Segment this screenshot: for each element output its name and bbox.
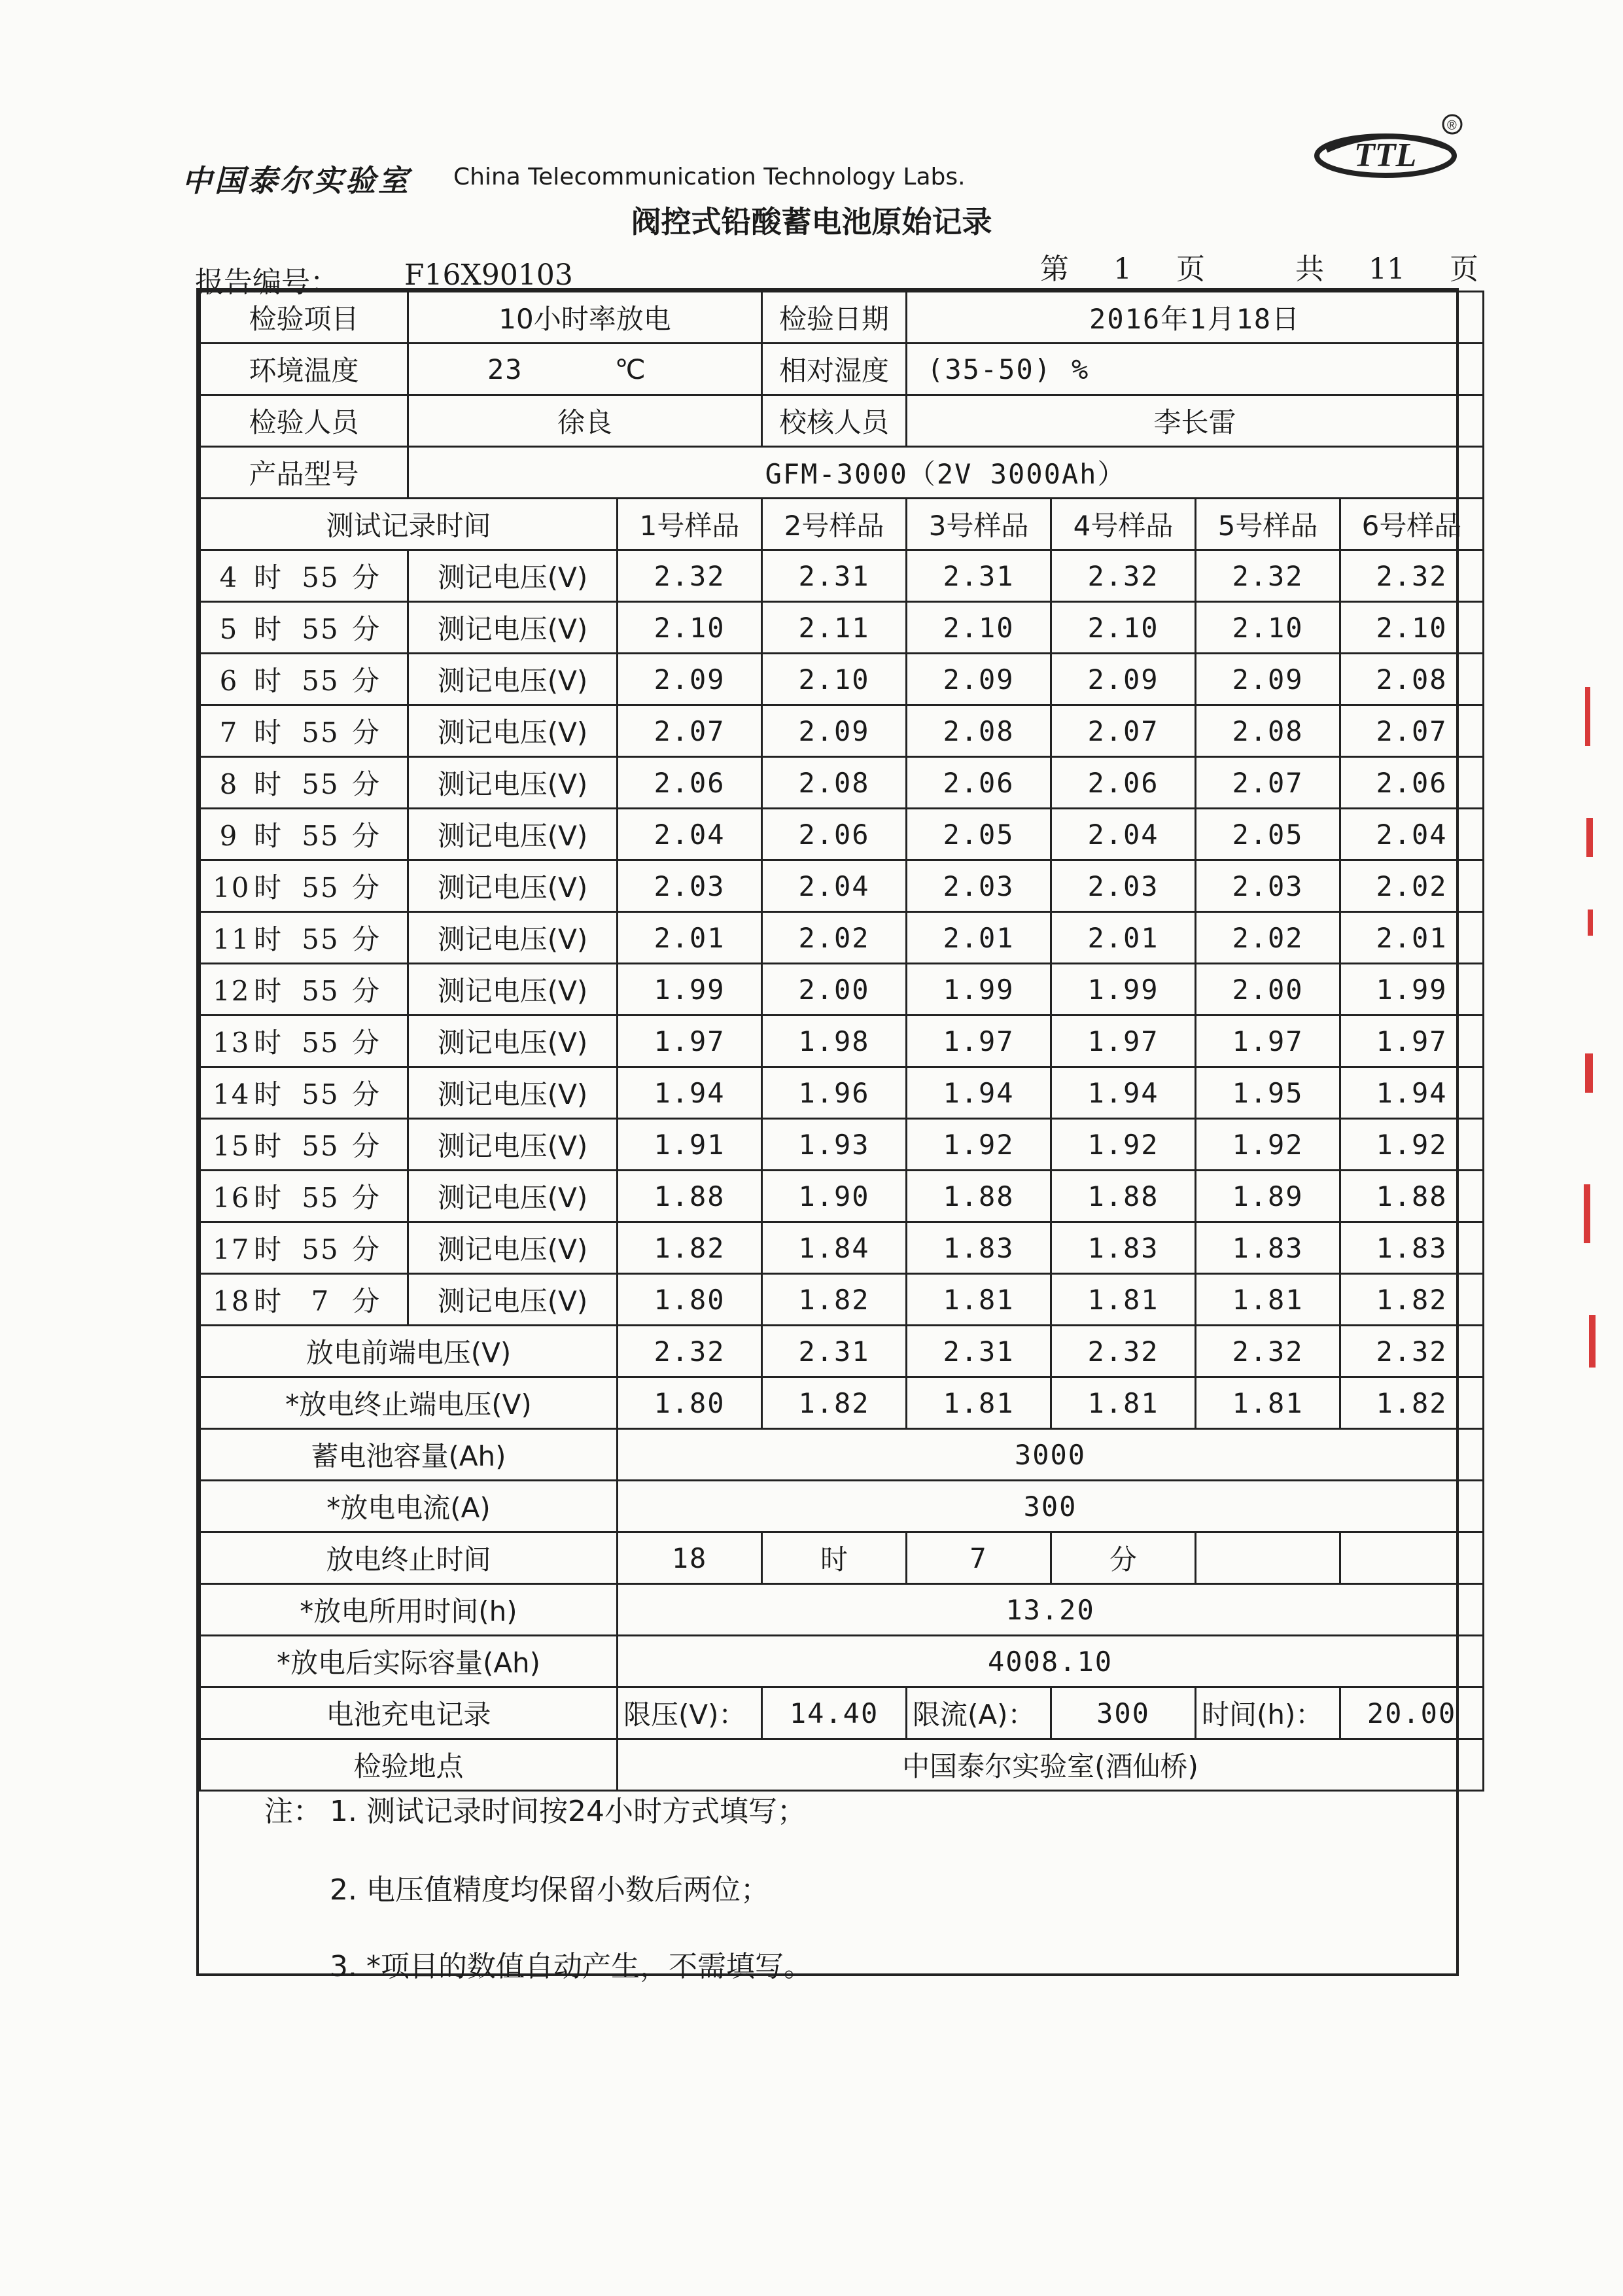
info-row-people [200,395,1484,447]
record-minute: 55 [302,1233,340,1265]
voltage-row [200,912,1484,964]
temp-value [408,344,762,395]
note-2: 2. 电压值精度均保留小数后两位； [330,1873,769,1907]
org-name-en: China Telecommunication Technology Labs. [453,164,966,190]
humidity-value [907,344,1484,395]
tester-value: 徐良 [408,395,762,447]
measure-label: 测记电压(V) [408,1171,618,1222]
minute-unit: 分 [351,716,381,749]
voltage-sample-1: 2.04 [618,809,762,860]
record-hour: 12 [213,975,251,1007]
humidity-label: 相对湿度 [762,344,907,395]
record-time [200,1119,408,1171]
record-hour: 6 [219,665,239,697]
end-time-row [200,1532,1484,1584]
hour-unit: 时 [253,1078,283,1110]
hour-unit: 时 [253,820,283,852]
record-hour: 9 [219,820,239,852]
model-label: 产品型号 [200,447,408,499]
end-voltage-label: *放电终止端电压(V) [200,1377,618,1429]
voltage-sample-3: 1.94 [907,1067,1051,1119]
record-time [200,602,408,654]
humidity-range: (35-50) [927,353,1053,385]
total-pages: 11 [1369,253,1405,286]
org-name-cn: 中国泰尔实验室 [182,163,411,198]
voltage-sample-4: 2.06 [1051,757,1196,809]
charge-label: 电池充电记录 [200,1687,618,1739]
sample-5-header: 5号样品 [1196,499,1340,550]
voltage-sample-5: 2.09 [1196,654,1340,705]
voltage-sample-3: 1.81 [907,1274,1051,1326]
document-title: 阀控式铅酸蓄电池原始记录 [631,204,992,239]
item-value: 10小时率放电 [408,292,762,344]
voltage-sample-2: 2.10 [762,654,907,705]
voltage-sample-3: 2.05 [907,809,1051,860]
info-row-item [200,292,1484,344]
sample-1-header: 1号样品 [618,499,762,550]
capacity-row [200,1429,1484,1481]
record-minute: 55 [302,768,340,800]
record-hour: 16 [213,1182,251,1214]
record-hour: 17 [213,1233,251,1265]
hour-unit: 时 [253,975,283,1007]
voltage-row [200,964,1484,1016]
actual-capacity-value: 4008.10 [618,1636,1484,1687]
voltage-sample-2: 1.93 [762,1119,907,1171]
minute-unit: 分 [351,975,381,1007]
measure-label: 测记电压(V) [408,1119,618,1171]
record-time [200,550,408,602]
voltage-sample-1: 2.01 [618,912,762,964]
sample-4-header: 4号样品 [1051,499,1196,550]
voltage-row [200,1222,1484,1274]
hour-unit: 时 [253,665,283,697]
minute-unit: 分 [351,1078,381,1110]
voltage-sample-6: 2.07 [1340,705,1484,757]
voltage-sample-3: 2.10 [907,602,1051,654]
voltage-sample-2: 1.84 [762,1222,907,1274]
voltage-sample-1: 1.97 [618,1016,762,1067]
pre-voltage-4: 2.32 [1051,1326,1196,1377]
svg-text:®: ® [1447,118,1457,133]
info-row-model [200,447,1484,499]
end-time-label: 放电终止时间 [200,1532,618,1584]
voltage-row [200,550,1484,602]
current-label: *放电电流(A) [200,1481,618,1532]
voltage-sample-5: 2.07 [1196,757,1340,809]
capacity-value: 3000 [618,1429,1484,1481]
svg-text:TTL: TTL [1354,137,1417,174]
voltage-row [200,757,1484,809]
end-voltage-5: 1.81 [1196,1377,1340,1429]
report-number-label: 报告编号： [195,266,339,299]
voltage-sample-5: 2.05 [1196,809,1340,860]
record-minute: 55 [302,820,340,852]
pre-voltage-label: 放电前端电压(V) [200,1326,618,1377]
hour-unit: 时 [253,716,283,749]
voltage-row [200,654,1484,705]
record-time [200,964,408,1016]
checker-label: 校核人员 [762,395,907,447]
hour-unit: 时 [253,1285,283,1317]
voltage-sample-1: 1.80 [618,1274,762,1326]
record-minute: 55 [302,561,340,593]
record-minute: 55 [302,872,340,904]
red-stamp-edge-marks [1567,687,1606,1374]
voltage-row [200,809,1484,860]
voltage-row [200,1171,1484,1222]
voltage-sample-2: 2.09 [762,705,907,757]
voltage-sample-2: 1.82 [762,1274,907,1326]
end-voltage-2: 1.82 [762,1377,907,1429]
curr-limit-label: 限流(A)： [907,1687,1051,1739]
voltage-sample-5: 2.08 [1196,705,1340,757]
voltage-sample-5: 2.03 [1196,860,1340,912]
end-time-minute: 7 [907,1532,1051,1584]
sample-3-header: 3号样品 [907,499,1051,550]
end-voltage-6: 1.82 [1340,1377,1484,1429]
end-voltage-4: 1.81 [1051,1377,1196,1429]
actual-capacity-label: *放电后实际容量(Ah) [200,1636,618,1687]
voltage-sample-6: 2.08 [1340,654,1484,705]
total-unit: 页 [1450,253,1478,286]
curr-limit-value: 300 [1051,1687,1196,1739]
record-hour: 11 [213,923,251,955]
record-time [200,860,408,912]
voltage-rows [200,550,1484,1326]
record-minute: 55 [302,1027,340,1059]
humidity-unit: % [1072,353,1090,385]
record-table [199,291,1484,1792]
pre-voltage-6: 2.32 [1340,1326,1484,1377]
record-time [200,654,408,705]
page-unit: 页 [1176,253,1205,286]
end-voltage-3: 1.81 [907,1377,1051,1429]
ttl-logo-icon [1307,98,1477,190]
minute-unit: 分 [351,1182,381,1214]
voltage-sample-4: 1.83 [1051,1222,1196,1274]
voltage-sample-6: 1.97 [1340,1016,1484,1067]
hour-unit: 时 [253,923,283,955]
voltage-sample-2: 1.90 [762,1171,907,1222]
voltage-sample-6: 2.04 [1340,809,1484,860]
hour-unit: 时 [253,1027,283,1059]
hour-unit: 时 [253,872,283,904]
end-voltage-row [200,1377,1484,1429]
voltage-sample-2: 2.06 [762,809,907,860]
voltage-sample-2: 2.04 [762,860,907,912]
duration-label: *放电所用时间(h) [200,1584,618,1636]
voltage-sample-4: 1.88 [1051,1171,1196,1222]
voltage-row [200,1016,1484,1067]
measure-label: 测记电压(V) [408,1274,618,1326]
measure-label: 测记电压(V) [408,602,618,654]
voltage-sample-5: 2.02 [1196,912,1340,964]
voltage-sample-4: 2.32 [1051,550,1196,602]
record-hour: 14 [213,1078,251,1110]
voltage-sample-4: 2.04 [1051,809,1196,860]
checker-value: 李长雷 [907,395,1484,447]
voltage-row [200,1274,1484,1326]
voltage-sample-5: 1.95 [1196,1067,1340,1119]
measure-label: 测记电压(V) [408,860,618,912]
notes-prefix: 注： [264,1795,322,1828]
record-hour: 10 [213,872,251,904]
pre-voltage-row [200,1326,1484,1377]
location-value: 中国泰尔实验室(酒仙桥) [618,1739,1484,1791]
minute-unit: 分 [351,923,381,955]
temp-unit: ℃ [614,353,647,385]
voltage-sample-6: 2.02 [1340,860,1484,912]
info-row-temp [200,344,1484,395]
date-value: 2016年1月18日 [907,292,1484,344]
date-label: 检验日期 [762,292,907,344]
tester-label: 检验人员 [200,395,408,447]
voltage-sample-4: 1.97 [1051,1016,1196,1067]
note-3: 3. *项目的数值自动产生，不需填写。 [330,1950,812,1983]
sample-6-header: 6号样品 [1340,499,1484,550]
record-minute: 55 [302,1182,340,1214]
record-time [200,757,408,809]
record-hour: 13 [213,1027,251,1059]
sample-2-header: 2号样品 [762,499,907,550]
record-time [200,1016,408,1067]
measure-label: 测记电压(V) [408,757,618,809]
voltage-sample-1: 1.91 [618,1119,762,1171]
voltage-row [200,705,1484,757]
actual-capacity-row [200,1636,1484,1687]
measure-label: 测记电压(V) [408,1067,618,1119]
note-1: 1. 测试记录时间按24小时方式填写； [330,1795,806,1828]
end-time-hour: 18 [618,1532,762,1584]
minute-unit: 分 [351,1285,381,1317]
voltage-sample-2: 1.98 [762,1016,907,1067]
total-prefix: 共 [1295,253,1324,286]
pre-voltage-5: 2.32 [1196,1326,1340,1377]
charge-time-value: 20.00 [1340,1687,1484,1739]
voltage-sample-3: 1.99 [907,964,1051,1016]
voltage-sample-1: 2.07 [618,705,762,757]
report-number: F16X90103 [404,258,573,292]
voltage-sample-1: 2.03 [618,860,762,912]
item-label: 检验项目 [200,292,408,344]
voltage-sample-4: 2.01 [1051,912,1196,964]
voltage-sample-5: 1.83 [1196,1222,1340,1274]
end-voltage-1: 1.80 [618,1377,762,1429]
voltage-sample-1: 2.06 [618,757,762,809]
record-hour: 15 [213,1130,251,1162]
volt-limit-label: 限压(V)： [618,1687,762,1739]
voltage-sample-2: 2.08 [762,757,907,809]
voltage-sample-1: 2.10 [618,602,762,654]
voltage-sample-5: 1.89 [1196,1171,1340,1222]
hour-unit: 时 [253,768,283,800]
voltage-sample-3: 2.09 [907,654,1051,705]
voltage-sample-1: 1.82 [618,1222,762,1274]
notes-section [199,1776,1456,1983]
voltage-sample-3: 2.06 [907,757,1051,809]
voltage-row [200,602,1484,654]
record-hour: 18 [213,1285,251,1317]
minute-unit: 分 [351,1233,381,1265]
record-hour: 8 [219,768,239,800]
voltage-sample-2: 2.02 [762,912,907,964]
measure-label: 测记电压(V) [408,912,618,964]
voltage-sample-6: 1.94 [1340,1067,1484,1119]
voltage-sample-4: 1.92 [1051,1119,1196,1171]
hour-unit: 时 [253,613,283,645]
voltage-sample-1: 2.32 [618,550,762,602]
record-time [200,1222,408,1274]
voltage-sample-6: 2.06 [1340,757,1484,809]
voltage-sample-4: 2.07 [1051,705,1196,757]
voltage-sample-4: 2.03 [1051,860,1196,912]
charge-row [200,1687,1484,1739]
voltage-sample-5: 1.92 [1196,1119,1340,1171]
column-header-row [200,499,1484,550]
voltage-sample-6: 1.83 [1340,1222,1484,1274]
voltage-sample-6: 1.82 [1340,1274,1484,1326]
hour-unit: 时 [253,1233,283,1265]
page-prefix: 第 [1040,253,1069,286]
measure-label: 测记电压(V) [408,1222,618,1274]
record-time [200,1171,408,1222]
record-sheet [196,288,1462,1983]
voltage-sample-4: 1.94 [1051,1067,1196,1119]
pre-voltage-1: 2.32 [618,1326,762,1377]
voltage-sample-5: 2.00 [1196,964,1340,1016]
record-hour: 4 [219,561,239,593]
hour-unit: 时 [253,561,283,593]
record-minute: 55 [302,923,340,955]
voltage-sample-4: 1.99 [1051,964,1196,1016]
record-time [200,705,408,757]
voltage-sample-3: 2.01 [907,912,1051,964]
record-minute: 7 [311,1285,330,1317]
voltage-sample-6: 1.88 [1340,1171,1484,1222]
charge-time-label: 时间(h)： [1196,1687,1340,1739]
minute-unit: 分 [351,613,381,645]
minute-unit: 分 [351,820,381,852]
capacity-label: 蓄电池容量(Ah) [200,1429,618,1481]
measure-label: 测记电压(V) [408,654,618,705]
voltage-sample-6: 2.32 [1340,550,1484,602]
voltage-sample-1: 1.88 [618,1171,762,1222]
voltage-sample-1: 1.99 [618,964,762,1016]
voltage-sample-2: 2.00 [762,964,907,1016]
voltage-sample-5: 1.97 [1196,1016,1340,1067]
voltage-sample-3: 1.88 [907,1171,1051,1222]
voltage-sample-5: 2.32 [1196,550,1340,602]
voltage-sample-2: 2.11 [762,602,907,654]
voltage-row [200,1119,1484,1171]
voltage-sample-2: 1.96 [762,1067,907,1119]
volt-limit-value: 14.40 [762,1687,907,1739]
measure-label: 测记电压(V) [408,550,618,602]
voltage-sample-4: 2.10 [1051,602,1196,654]
minute-unit: 分 [351,768,381,800]
voltage-sample-3: 2.08 [907,705,1051,757]
minute-unit: 分 [351,1027,381,1059]
minute-unit: 分 [351,665,381,697]
record-time [200,1274,408,1326]
end-time-blank-2 [1340,1532,1484,1584]
page-number: 1 [1113,253,1132,286]
record-minute: 55 [302,716,340,749]
end-time-hour-unit: 时 [762,1532,907,1584]
end-time-minute-unit: 分 [1051,1532,1196,1584]
measure-label: 测记电压(V) [408,964,618,1016]
voltage-sample-2: 2.31 [762,550,907,602]
current-value: 300 [618,1481,1484,1532]
page-indicator [1040,245,1478,287]
record-time [200,809,408,860]
voltage-sample-3: 2.03 [907,860,1051,912]
temp-label: 环境温度 [200,344,408,395]
record-minute: 55 [302,1130,340,1162]
measure-label: 测记电压(V) [408,1016,618,1067]
pre-voltage-3: 2.31 [907,1326,1051,1377]
record-minute: 55 [302,613,340,645]
voltage-sample-6: 1.99 [1340,964,1484,1016]
record-hour: 7 [219,716,239,749]
voltage-sample-1: 1.94 [618,1067,762,1119]
voltage-sample-6: 2.10 [1340,602,1484,654]
voltage-sample-3: 1.92 [907,1119,1051,1171]
voltage-sample-6: 1.92 [1340,1119,1484,1171]
voltage-sample-1: 2.09 [618,654,762,705]
voltage-sample-4: 1.81 [1051,1274,1196,1326]
record-minute: 55 [302,1078,340,1110]
pre-voltage-2: 2.31 [762,1326,907,1377]
hour-unit: 时 [253,1130,283,1162]
minute-unit: 分 [351,872,381,904]
minute-unit: 分 [351,1130,381,1162]
model-value: GFM-3000（2V 3000Ah） [408,447,1484,499]
end-time-blank-1 [1196,1532,1340,1584]
record-time [200,912,408,964]
voltage-sample-3: 2.31 [907,550,1051,602]
voltage-row [200,860,1484,912]
current-row [200,1481,1484,1532]
minute-unit: 分 [351,561,381,593]
measure-label: 测记电压(V) [408,705,618,757]
voltage-sample-6: 2.01 [1340,912,1484,964]
duration-value: 13.20 [618,1584,1484,1636]
measure-label: 测记电压(V) [408,809,618,860]
duration-row [200,1584,1484,1636]
voltage-sample-5: 1.81 [1196,1274,1340,1326]
voltage-sample-3: 1.83 [907,1222,1051,1274]
location-label: 检验地点 [200,1739,618,1791]
voltage-sample-4: 2.09 [1051,654,1196,705]
record-time [200,1067,408,1119]
voltage-row [200,1067,1484,1119]
record-hour: 5 [219,613,239,645]
record-minute: 55 [302,975,340,1007]
time-header: 测试记录时间 [200,499,618,550]
record-minute: 55 [302,665,340,697]
voltage-sample-3: 1.97 [907,1016,1051,1067]
temp-number: 23 [487,353,523,385]
voltage-sample-5: 2.10 [1196,602,1340,654]
hour-unit: 时 [253,1182,283,1214]
